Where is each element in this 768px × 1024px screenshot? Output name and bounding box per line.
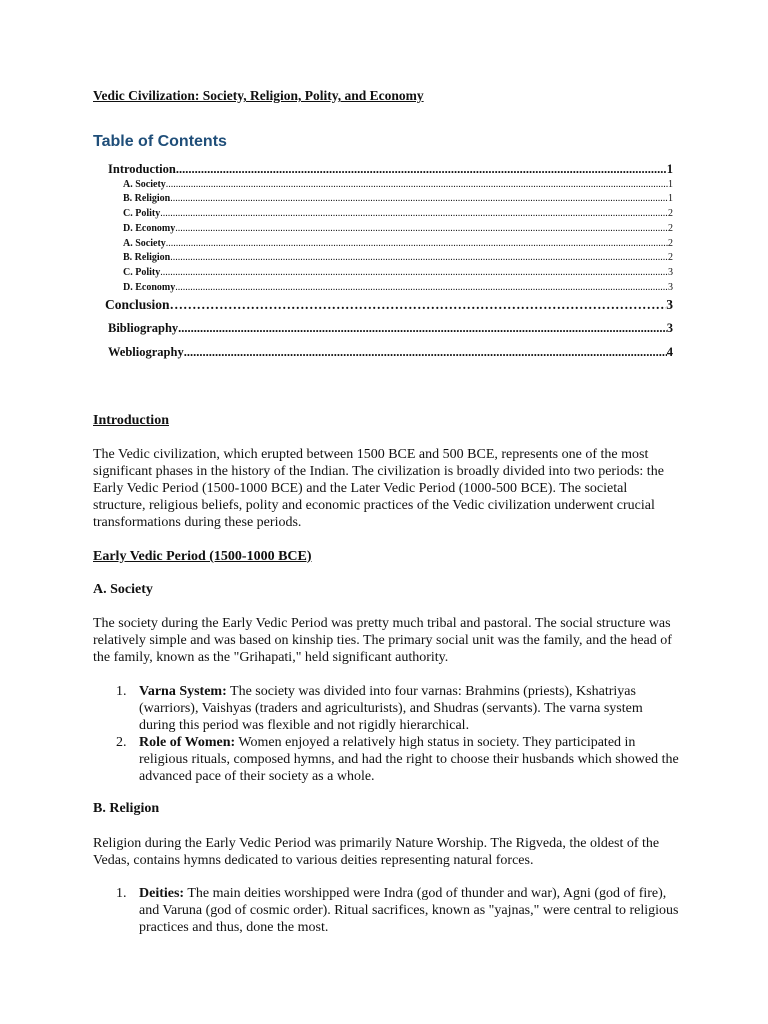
toc-leader-dots <box>166 238 668 249</box>
toc-leader-dots <box>170 252 668 263</box>
toc-entry-conclusion[interactable] <box>105 297 673 315</box>
toc-entry-religion[interactable] <box>123 193 673 206</box>
toc-entry-page: 1 <box>668 179 673 190</box>
list-item-text: Women enjoyed a relatively high status in society. They participated in religious rituals, composed hymns, and had the right to choose their husbands which showed the advanced pace of their society as a whole. <box>139 735 679 784</box>
list-item-term: Role of Women: <box>139 735 236 750</box>
toc-leader-dots <box>175 223 668 234</box>
list-item-text: The main deities worshipped were Indra (god of thunder and war), Agni (god of fire), and Varuna (god of cosmic order). Ritual sacrifices, known as "yajnas," were central to religious practices and thus, done the most. <box>139 886 679 935</box>
toc-entry-label: C. Polity <box>123 267 161 278</box>
toc-entry-polity-later[interactable] <box>123 267 673 280</box>
early-vedic-heading: Early Vedic Period (1500-1000 BCE) <box>93 549 312 564</box>
toc-leader-dots <box>175 282 668 293</box>
toc-entry-economy[interactable] <box>123 223 673 236</box>
toc-entry-page: 1 <box>668 193 673 204</box>
list-item-number: 1. <box>116 684 127 699</box>
list-item-term: Deities: <box>139 886 185 901</box>
toc-entry-label: Bibliography <box>108 321 179 335</box>
toc-entry-page: 3 <box>666 297 673 312</box>
toc-leader-dots <box>178 321 667 336</box>
toc-leader-dots <box>184 345 667 360</box>
list-item <box>93 683 683 734</box>
toc-entry-label: D. Economy <box>123 282 176 293</box>
toc-heading: Table of Contents <box>93 133 227 150</box>
list-item-body <box>139 683 679 734</box>
toc-entry-label: Webliography <box>108 345 184 359</box>
document-title: Vedic Civilization: Society, Religion, Polity, and Economy <box>93 88 424 103</box>
toc-entry-label: C. Polity <box>123 208 161 219</box>
toc-entry-page: 2 <box>668 208 673 219</box>
toc-entry-page: 2 <box>668 252 673 263</box>
religion-paragraph: Religion during the Early Vedic Period was primarily Nature Worship. The Rigveda, the oldest of the Vedas, contains hymns dedicated to various deities representing natural forces. <box>93 836 660 868</box>
toc-entry-religion-later[interactable] <box>123 252 673 265</box>
toc-entry-label: B. Religion <box>123 252 171 263</box>
toc-leader-dots <box>176 162 667 177</box>
list-item-body <box>139 734 679 785</box>
toc-entry-webliography[interactable] <box>108 345 673 361</box>
toc-entry-economy-later[interactable] <box>123 282 673 295</box>
list-item-body <box>139 885 679 936</box>
toc-entry-page: 3 <box>668 267 673 278</box>
religion-heading: B. Religion <box>93 801 160 816</box>
introduction-heading: Introduction <box>93 413 169 428</box>
toc-leader-dots <box>170 193 668 204</box>
toc-entry-society[interactable] <box>123 179 673 192</box>
toc-leader-dots <box>166 179 668 190</box>
toc-entry-label: B. Religion <box>123 193 171 204</box>
toc-entry-label: D. Economy <box>123 223 176 234</box>
toc-entry-label: Introduction <box>108 162 176 176</box>
list-item-number: 2. <box>116 735 127 750</box>
toc-entry-label: Conclusion <box>105 297 170 312</box>
toc-entry-page: 4 <box>666 345 673 359</box>
toc-entry-bibliography[interactable] <box>108 321 673 337</box>
toc-leader-dots <box>160 208 668 219</box>
toc-entry-introduction[interactable] <box>108 162 673 178</box>
society-heading: A. Society <box>93 582 153 597</box>
list-item <box>93 885 683 936</box>
list-item-term: Varna System: <box>139 684 227 699</box>
toc-entry-page: 2 <box>668 238 673 249</box>
toc-leader-dots <box>160 267 668 278</box>
toc-leader-dots <box>170 297 667 313</box>
list-item-text: The society was divided into four varnas: Brahmins (priests), Kshatriyas (warriors), Vaishyas (traders and agriculturists), and Shudras (servants). The varna system during this period was flexible and not rigidly hierarchical. <box>139 684 643 733</box>
toc-entry-page: 1 <box>666 162 673 176</box>
toc-entry-page: 3 <box>668 282 673 293</box>
toc-entry-polity[interactable] <box>123 208 673 221</box>
list-item-number: 1. <box>116 886 127 901</box>
list-item <box>93 734 683 785</box>
toc-entry-page: 2 <box>668 223 673 234</box>
toc-entry-label: A. Society <box>123 238 166 249</box>
toc-entry-label: A. Society <box>123 179 166 190</box>
introduction-paragraph: The Vedic civilization, which erupted between 1500 BCE and 500 BCE, represents one of the most significant phases in the history of the Indian. The civilization is broadly divided into two periods: the Early Vedic Period (1500-1000 BCE) and the Later Vedic Period (1000-500 BCE). The societal structure, religious beliefs, polity and economic practices of the Vedic civilization underwent crucial transformations during these periods. <box>93 447 664 530</box>
toc-entry-page: 3 <box>666 321 673 335</box>
toc-entry-society-later[interactable] <box>123 238 673 251</box>
society-paragraph: The society during the Early Vedic Period was pretty much tribal and pastoral. The social structure was relatively simple and was based on kinship ties. The primary social unit was the family, and the head of the family, known as the "Grihapati," held significant authority. <box>93 616 672 665</box>
